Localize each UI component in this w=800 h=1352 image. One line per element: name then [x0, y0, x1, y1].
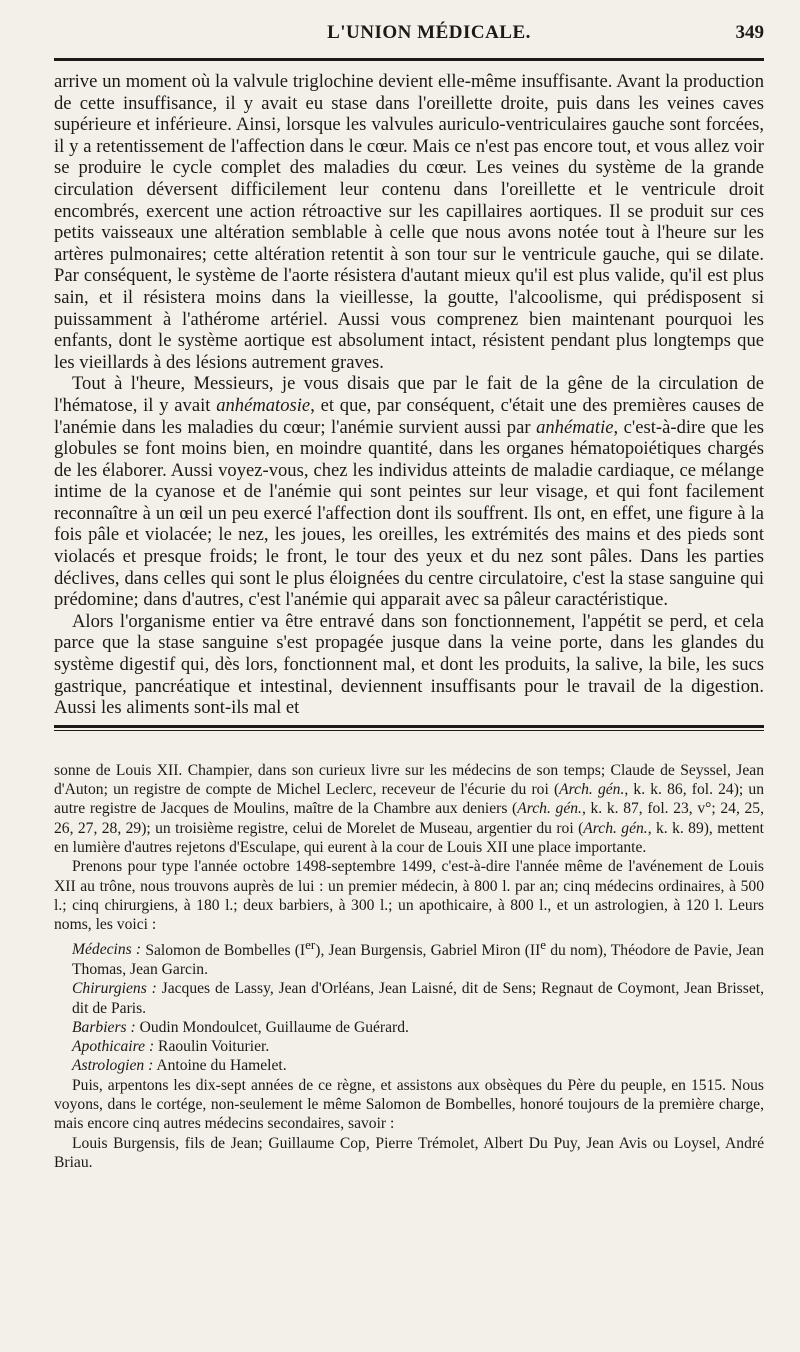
footnote [54, 761, 764, 1172]
footnote-paragraph-4: Louis Burgensis, fils de Jean; Guillaume Cop, Pierre Trémolet, Albert Du Puy, Jean Avis ou Loysel, André Briau. [54, 1134, 764, 1171]
paragraph-2: Tout à l'heure, Messieurs, je vous disais que par le fait de la gêne de la circulation de l'hématose, il y avait anhématosie, et que, par conséquent, c'était une des premières causes de l'anémie dans les maladies du cœur; l'anémie survient aussi par anhématie, c'est-à-dire que les globules se font moins bien, en moindre quantité, dans les organes hématopoiétiques chargés de les élaborer. Aussi voyez-vous, chez les individus atteints de maladie cardiaque, ce mélange intime de la cyanose et de l'anémie qui sont peintes sur leur visage, et qui font facilement reconnaître à un œil un peu exercé l'affection dont ils souffrent. Ils ont, en effet, une figure à la fois pâle et violacée; le nez, les joues, les oreilles, les extrémités des mains et des pieds sont violacés et presque froids; le front, le tour des yeux et du nez sont pâles. Dans les parties déclives, dans celles qui sont le plus éloignées du centre circulatoire, c'est la stase sanguine qui prédomine; dans d'autres, c'est l'anémie qui apparait avec sa pâleur caractéristique. [54, 373, 764, 611]
footnote-paragraph-2: Prenons pour type l'année octobre 1498-septembre 1499, c'est-à-dire l'année même de l'avénement de Louis XII au trône, nous trouvons auprès de lui : un premier médecin, à 800 l. par an; cinq médecins ordinaires, à 500 l.; cinq chirurgiens, à 180 l.; deux barbiers, à 300 l.; un apothicaire, à 800 l., et un astrologien, à 120 l. Leurs noms, les voici : [54, 858, 764, 934]
footnote-paragraph-3: Puis, arpentons les dix-sept années de ce règne, et assistons aux obsèques du Père du peuple, en 1515. Nous voyons, dans le cortége, non-seulement le même Salomon de Bombelles, honoré toujours de la première charge, mais encore cinq autres médecins secondaires, savoir : [54, 1076, 764, 1133]
list-item: Médecins : Salomon de Bombelles (Ier), Jean Burgensis, Gabriel Miron (IIe du nom), Théodore de Pavie, Jean Thomas, Jean Garcin. [72, 936, 765, 978]
list-item: Barbiers : Oudin Mondoulcet, Guillaume de Guérard. [72, 1018, 409, 1036]
term-anhematie: anhématie [536, 416, 614, 438]
page-header [54, 22, 764, 52]
running-title: L'UNION MÉDICALE. [327, 22, 531, 43]
footnote-separator [54, 725, 764, 731]
footnote-paragraph-1: sonne de Louis XII. Champier, dans son curieux livre sur les médecins de son temps; Claude de Seyssel, Jean d'Auton; un registre de compte de Michel Leclerc, receveur de l'écurie du roi (Arch. gén., k. k. 86, fol. 24); un autre registre de Jacques de Moulins, maître de la Chambre aux deniers (Arch. gén., k. k. 87, fol. 23, v°; 24, 25, 26, 27, 28, 29); un troisième registre, celui de Morelet de Museau, argentier du roi (Arch. gén., k. k. 89), mettent en lumière d'autres rejetons d'Esculape, qui eurent à la cour de Louis XII une place importante. [54, 761, 765, 856]
page-number: 349 [735, 22, 764, 43]
paragraph-1: arrive un moment où la valvule triglochine devient elle-même insuffisante. Avant la production de cette insuffisance, il y avait eu stase dans l'oreillette droite, puis dans les veines caves supérieure et inférieure. Ainsi, lorsque les valvules auriculo-ventriculaires gauche sont forcées, il y a retentissement de l'affection dans le cœur. Mais ce n'est pas encore tout, et vous allez voir se produire le cycle complet des maladies du cœur. Les veines du système de la grande circulation déversent difficilement leur contenu dans l'oreillette et le ventricule droit encombrés, exercent une action rétroactive sur les capillaires aortiques. Il se produit sur ces petits vaisseaux une altération semblable à celle que nous avons notée tout à l'heure sur les artères pulmonaires; cette altération retentit à son tour sur le ventricule gauche, qui se dilate. Par conséquent, le système de l'aorte résistera d'autant mieux qu'il est plus valide, qu'il est plus sain, et il résistera moins dans la vieillesse, la goutte, l'alcoolisme, qui prédisposent si puissamment à l'athérome artériel. Aussi vous comprenez bien maintenant pourquoi les enfants, dont le système aortique est absolument intact, résistent pendant plus longtemps que les vieillards à des lésions autrement graves. [54, 71, 764, 373]
list-item: Chirurgiens : Jacques de Lassy, Jean d'Orléans, Jean Laisné, dit de Sens; Regnaut de Coymont, Jean Brisset, dit de Paris. [72, 980, 764, 1017]
list-item: Apothicaire : Raoulin Voiturier. [72, 1038, 270, 1056]
paragraph-3: Alors l'organisme entier va être entravé dans son fonctionnement, l'appétit se perd, et cela parce que la stase sanguine s'est propagée jusque dans la veine porte, dans les glandes du système digestif qui, dès lors, fonctionnent mal, et dont les produits, la salive, la bile, les sucs gastrique, pancréatique et intestinal, deviennent insuffisants pour le travail de la digestion. Aussi les aliments sont-ils mal et [54, 610, 764, 719]
header-rule [54, 58, 764, 61]
term-anhematosie: anhématosie [216, 394, 311, 416]
list-item: Astrologien : Antoine du Hamelet. [72, 1057, 287, 1075]
main-text [54, 71, 764, 719]
